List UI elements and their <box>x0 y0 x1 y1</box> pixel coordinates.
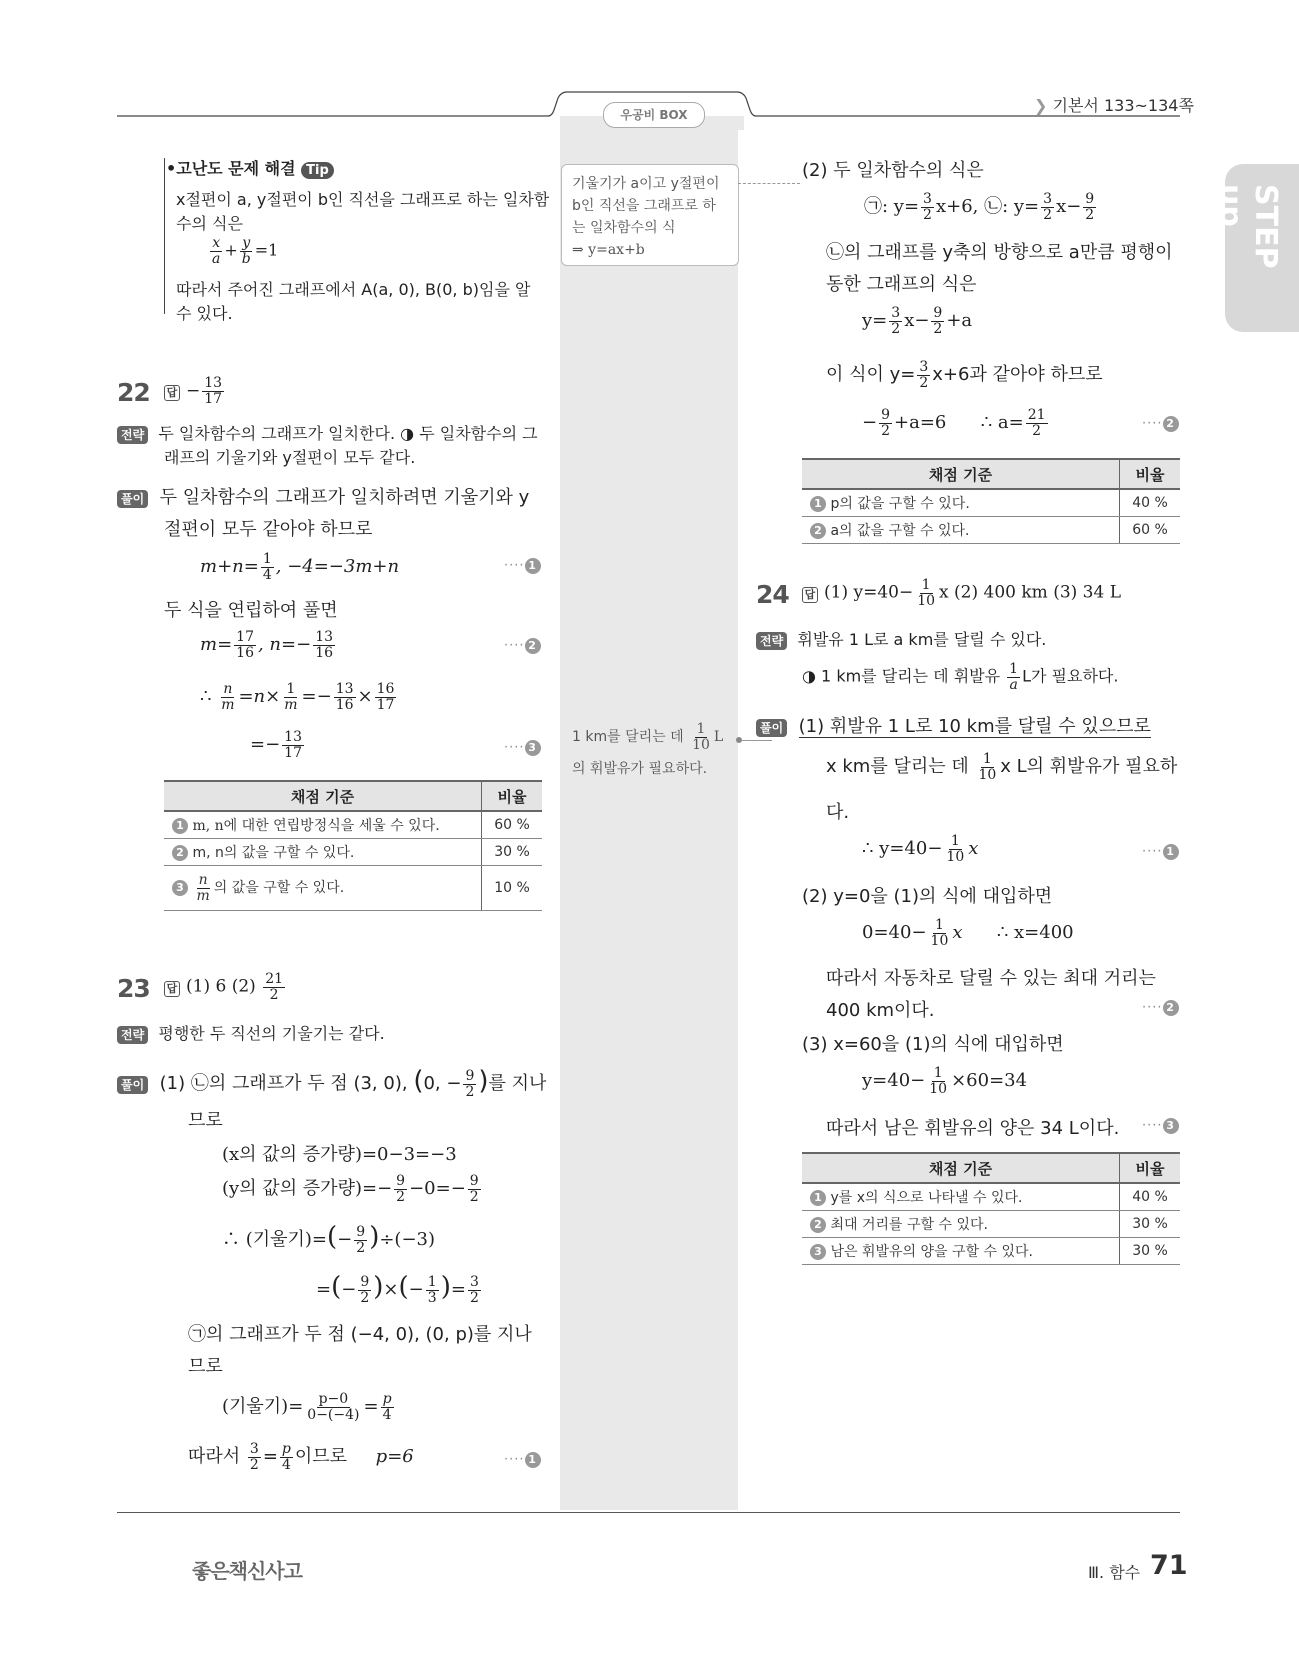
solution-text: (2) 두 일차함수의 식은 <box>802 160 984 181</box>
tip-text: 따라서 주어진 그래프에서 A(a, 0), B(0, b)임을 알 <box>176 280 531 299</box>
question-number: 22 <box>117 378 150 407</box>
equation: ∴ $\frac{n}{m}$ =n× $\frac{1}{m}$ =− $\frac{13}{16}$ × $\frac{16}{17}$ <box>200 681 395 713</box>
scoring-table: 채점 기준 비율 1 p의 값을 구할 수 있다. 40 % 2 a의 값을 구할 수 있다. 60 % <box>802 458 1180 544</box>
score-marker: ···· 1 <box>504 1452 541 1468</box>
equation: y= $\frac{3}{2}$ x− $\frac{9}{2}$ +a <box>862 305 973 337</box>
answer: 답 − $\frac{13}{17}$ <box>164 376 226 406</box>
solution: 풀이 (1) 휘발유 1 L로 10 km를 달릴 수 있으므로 <box>756 712 1151 738</box>
equation: m= $\frac{17}{16}$ , n=− $\frac{13}{16}$ <box>200 629 334 661</box>
solution-text: 동한 그래프의 식은 <box>826 274 977 295</box>
connector-line <box>738 183 800 184</box>
answer-icon: 답 <box>164 981 180 997</box>
solution-text: 따라서 남은 휘발유의 양은 34 L이다. <box>826 1118 1120 1139</box>
equation: =− $\frac{13}{17}$ <box>250 729 302 761</box>
solution-text: 이 식이 y= $\frac{3}{2}$ x+6과 같아야 하므로 <box>826 359 1103 391</box>
tip-text: 수 있다. <box>176 304 233 323</box>
solution-text: 두 식을 연립하여 풀면 <box>164 600 338 621</box>
tip-text: 수의 식은 <box>176 214 243 233</box>
brand-logo: 좋은책신사고 <box>192 1559 302 1583</box>
equation: − $\frac{9}{2}$ +a=6 ∴ a= $\frac{21}{2}$ <box>862 407 1046 439</box>
solution-text: 므로 <box>188 1356 223 1377</box>
solution-text: ㉠의 그래프가 두 점 (−4, 0), (0, p)를 지나 <box>188 1324 532 1345</box>
strategy-text: ◑ 1 km를 달리는 데 휘발유 $\frac{1}{a}$ L가 필요하다. <box>802 661 1119 693</box>
step-up-tab: STEP up <box>1225 164 1299 332</box>
solution: 풀이 두 일차함수의 그래프가 일치하려면 기울기와 y <box>117 483 529 509</box>
question-number: 24 <box>756 580 789 609</box>
solution-text: x km를 달리는 데 $\frac{1}{10}$ x L의 휘발유가 필요하 <box>826 751 1178 783</box>
tip-equation: $\frac{x}{a}$ + $\frac{y}{b}$ =1 <box>212 235 279 267</box>
score-marker: ···· 1 <box>504 558 541 574</box>
solution-text: 400 km이다. <box>826 1000 935 1021</box>
score-marker: ···· 2 <box>504 638 541 654</box>
solution-text: 다. <box>826 802 850 823</box>
equation: y=40− $\frac{1}{10}$ ×60=34 <box>862 1065 1028 1097</box>
equation: (y의 값의 증가량)=− $\frac{9}{2}$ −0=− $\frac{9}{2}$ <box>222 1173 479 1205</box>
equation: ㉠: y= $\frac{3}{2}$ x+6, ㉡: y= $\frac{3}{2}$ x− $\frac{9}{2}$ <box>864 191 1095 223</box>
score-marker: ···· 2 <box>1142 1000 1179 1016</box>
solution-text: 따라서 자동차로 달릴 수 있는 최대 거리는 <box>826 968 1156 989</box>
score-marker: ···· 1 <box>1142 844 1179 860</box>
strategy: 전략 평행한 두 직선의 기울기는 같다. <box>117 1022 385 1046</box>
box-note-2: 1 km를 달리는 데 $\frac{1}{10}$ L 의 휘발유가 필요하다. <box>572 721 724 778</box>
solution-text: 따라서 $\frac{3}{2}$ = $\frac{p}{4}$ 이므로 p=6 <box>188 1441 414 1473</box>
box-label: 우공비 BOX <box>603 102 705 128</box>
equation: (x의 값의 증가량)=0−3=−3 <box>222 1144 457 1165</box>
score-marker: ···· 3 <box>1142 1118 1179 1134</box>
equation: m+n= $\frac{1}{4}$ , −4=−3m+n <box>200 551 400 583</box>
solution-text: 절편이 모두 같아야 하므로 <box>164 519 373 540</box>
chapter-label: Ⅲ. 함수 <box>1088 1563 1141 1582</box>
strategy: 전략 두 일차함수의 그래프가 일치한다. ◑ 두 일차함수의 그 <box>117 422 538 446</box>
solution-text: (2) y=0을 (1)의 식에 대입하면 <box>802 886 1053 907</box>
equation: (기울기)= $\frac{p-0}{0-(-4)}$ = $\frac{p}{4}$ <box>222 1391 392 1423</box>
solution-text: ㉡의 그래프를 y축의 방향으로 a만큼 평행이 <box>826 242 1173 263</box>
answer-icon: 답 <box>164 385 180 401</box>
sidebar-column <box>560 130 738 1510</box>
solution: 풀이 (1) ㉡의 그래프가 두 점 (3, 0), (0, − $\frac{9}{2}$ )를 지나 <box>117 1066 546 1099</box>
solution-text: (3) x=60을 (1)의 식에 대입하면 <box>802 1034 1064 1055</box>
page-number: 71 <box>1150 1550 1188 1581</box>
answer: 답 (1) 6 (2) $\frac{21}{2}$ <box>164 972 287 1002</box>
scoring-table: 채점 기준 비율 1 y를 x의 식으로 나타낼 수 있다. 40 % 2 최대 거리를 구할 수 있다. 30 % 3 남은 휘발유의 양을 구할 수 있다. 30 % <box>802 1152 1180 1265</box>
answer-icon: 답 <box>802 587 818 603</box>
answer: 답 (1) y=40− $\frac{1}{10}$ x (2) 400 km (3) 34 L <box>802 578 1121 608</box>
chevron-right-icon: ❯ <box>1034 96 1048 115</box>
equation: 0=40− $\frac{1}{10}$ x ∴ x=400 <box>862 917 1074 949</box>
strategy-text: 래프의 기울기와 y절편이 모두 같다. <box>164 448 416 467</box>
score-marker: ···· 2 <box>1142 416 1179 432</box>
scoring-table: 채점 기준 비율 1 m, n에 대한 연립방정식을 세울 수 있다. 60 % 2 m, n의 값을 구할 수 있다. 30 % 3 $\frac{n}{m}$ 의 값을 구할 수 있다. 10 % <box>164 780 542 911</box>
score-marker: ···· 3 <box>504 740 541 756</box>
equation: ∴ (기울기)=(− $\frac{9}{2}$ )÷(−3) <box>222 1222 436 1256</box>
solution-text: 므로 <box>188 1110 223 1131</box>
footer-line <box>117 1512 1180 1513</box>
page-reference: ❯ 기본서 133~134쪽 <box>1034 96 1194 115</box>
equation: =(− $\frac{9}{2}$ )×(− $\frac{1}{3}$ )= $\frac{3}{2}$ <box>316 1272 479 1306</box>
tip-title: •고난도 문제 해결 Tip <box>166 156 334 179</box>
connector-line <box>742 740 772 741</box>
strategy: 전략 휘발유 1 L로 a km를 달릴 수 있다. <box>756 628 1046 652</box>
tip-text: x절편이 a, y절편이 b인 직선을 그래프로 하는 일차함 <box>176 190 550 209</box>
box-note: 기울기가 a이고 y절편이 b인 직선을 그래프로 하 는 일차함수의 식 ⇒ y=ax+b <box>561 164 739 266</box>
question-number: 23 <box>117 974 150 1003</box>
equation: ∴ y=40− $\frac{1}{10}$ x <box>862 833 979 865</box>
